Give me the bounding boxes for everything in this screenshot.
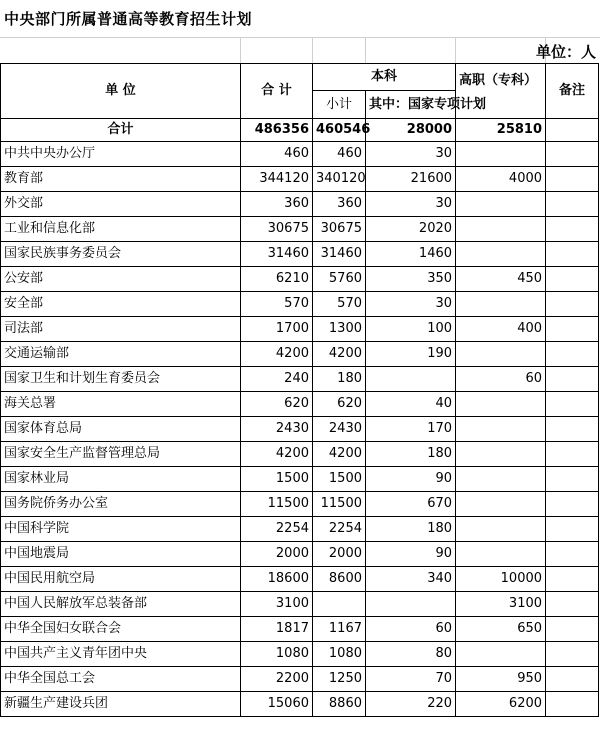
table-row <box>1 217 599 242</box>
table-row <box>1 192 599 217</box>
table-row <box>1 342 599 367</box>
row-total: 2430 <box>241 417 313 442</box>
row-name: 中国地震局 <box>1 542 241 567</box>
row-subtotal: 4200 <box>313 342 366 367</box>
table-row <box>1 592 599 617</box>
row-total: 18600 <box>241 567 313 592</box>
row-total: 1500 <box>241 467 313 492</box>
gridline <box>240 38 241 63</box>
row-remark <box>546 292 599 317</box>
table-row <box>1 317 599 342</box>
row-total: 240 <box>241 367 313 392</box>
row-subtotal: 1250 <box>313 667 366 692</box>
row-total: 31460 <box>241 242 313 267</box>
row-remark <box>546 542 599 567</box>
row-remark <box>546 442 599 467</box>
row-total: 1700 <box>241 317 313 342</box>
totals-total: 486356 <box>241 119 313 142</box>
row-name: 司法部 <box>1 317 241 342</box>
row-vocational <box>456 542 546 567</box>
row-special: 30 <box>366 192 456 217</box>
row-remark <box>546 642 599 667</box>
row-remark <box>546 692 599 717</box>
row-subtotal: 5760 <box>313 267 366 292</box>
row-remark <box>546 192 599 217</box>
top-gridline <box>0 37 600 38</box>
row-total: 460 <box>241 142 313 167</box>
row-special: 670 <box>366 492 456 517</box>
row-subtotal: 30675 <box>313 217 366 242</box>
row-subtotal: 1300 <box>313 317 366 342</box>
row-name: 外交部 <box>1 192 241 217</box>
row-name: 中国民用航空局 <box>1 567 241 592</box>
row-special: 40 <box>366 392 456 417</box>
row-subtotal <box>313 592 366 617</box>
row-total: 360 <box>241 192 313 217</box>
header-total: 合 计 <box>241 64 313 119</box>
table-row <box>1 292 599 317</box>
row-name: 中共中央办公厅 <box>1 142 241 167</box>
row-remark <box>546 467 599 492</box>
table-row <box>1 442 599 467</box>
row-vocational <box>456 242 546 267</box>
row-remark <box>546 242 599 267</box>
row-total: 30675 <box>241 217 313 242</box>
row-special: 21600 <box>366 167 456 192</box>
row-total: 3100 <box>241 592 313 617</box>
row-vocational: 400 <box>456 317 546 342</box>
row-special: 30 <box>366 292 456 317</box>
gridline <box>312 38 313 63</box>
row-total: 570 <box>241 292 313 317</box>
table-row <box>1 392 599 417</box>
row-remark <box>546 267 599 292</box>
row-name: 工业和信息化部 <box>1 217 241 242</box>
row-special: 220 <box>366 692 456 717</box>
row-remark <box>546 217 599 242</box>
enrollment-table <box>0 63 599 717</box>
row-total: 1080 <box>241 642 313 667</box>
table-row <box>1 467 599 492</box>
table-row <box>1 667 599 692</box>
table-row <box>1 542 599 567</box>
row-name: 海关总署 <box>1 392 241 417</box>
row-subtotal: 180 <box>313 367 366 392</box>
row-subtotal: 31460 <box>313 242 366 267</box>
row-subtotal: 2430 <box>313 417 366 442</box>
row-name: 安全部 <box>1 292 241 317</box>
row-special: 2020 <box>366 217 456 242</box>
table-row <box>1 567 599 592</box>
row-vocational <box>456 392 546 417</box>
row-vocational <box>456 142 546 167</box>
row-subtotal: 2254 <box>313 517 366 542</box>
header-subtotal: 小计 <box>313 91 366 119</box>
row-total: 15060 <box>241 692 313 717</box>
row-special: 30 <box>366 142 456 167</box>
row-special: 70 <box>366 667 456 692</box>
row-subtotal: 340120 <box>313 167 366 192</box>
row-remark <box>546 592 599 617</box>
row-name: 教育部 <box>1 167 241 192</box>
row-subtotal: 1500 <box>313 467 366 492</box>
row-vocational: 3100 <box>456 592 546 617</box>
table-row <box>1 142 599 167</box>
row-vocational: 950 <box>456 667 546 692</box>
row-total: 4200 <box>241 442 313 467</box>
row-special: 190 <box>366 342 456 367</box>
row-total: 6210 <box>241 267 313 292</box>
table-row <box>1 692 599 717</box>
row-remark <box>546 342 599 367</box>
row-subtotal: 4200 <box>313 442 366 467</box>
row-vocational: 10000 <box>456 567 546 592</box>
row-vocational <box>456 642 546 667</box>
row-name: 国家卫生和计划生育委员会 <box>1 367 241 392</box>
row-special: 180 <box>366 442 456 467</box>
row-total: 2254 <box>241 517 313 542</box>
table-row <box>1 167 599 192</box>
table-row <box>1 417 599 442</box>
gridline <box>365 38 366 63</box>
row-name: 国家体育总局 <box>1 417 241 442</box>
row-remark <box>546 392 599 417</box>
row-subtotal: 360 <box>313 192 366 217</box>
row-subtotal: 1167 <box>313 617 366 642</box>
row-total: 620 <box>241 392 313 417</box>
table-row <box>1 367 599 392</box>
row-name: 公安部 <box>1 267 241 292</box>
row-subtotal: 11500 <box>313 492 366 517</box>
row-name: 国务院侨务办公室 <box>1 492 241 517</box>
totals-remark <box>546 119 599 142</box>
row-remark <box>546 567 599 592</box>
row-special: 80 <box>366 642 456 667</box>
row-name: 国家林业局 <box>1 467 241 492</box>
row-special: 60 <box>366 617 456 642</box>
row-vocational <box>456 517 546 542</box>
row-name: 中华全国妇女联合会 <box>1 617 241 642</box>
row-vocational: 650 <box>456 617 546 642</box>
header-unit: 单 位 <box>1 64 241 119</box>
row-vocational: 4000 <box>456 167 546 192</box>
row-special: 90 <box>366 467 456 492</box>
row-special: 180 <box>366 517 456 542</box>
totals-label: 合计 <box>1 119 241 142</box>
row-special <box>366 367 456 392</box>
unit-label: 单位：人 <box>535 43 596 61</box>
row-vocational <box>456 192 546 217</box>
row-vocational <box>456 217 546 242</box>
row-name: 中国共产主义青年团中央 <box>1 642 241 667</box>
totals-special: 28000 <box>366 119 456 142</box>
row-vocational <box>456 342 546 367</box>
row-name: 国家民族事务委员会 <box>1 242 241 267</box>
row-special <box>366 592 456 617</box>
row-subtotal: 8860 <box>313 692 366 717</box>
row-vocational: 6200 <box>456 692 546 717</box>
table-row <box>1 242 599 267</box>
row-vocational <box>456 467 546 492</box>
page-title: 中央部门所属普通高等教育招生计划 <box>4 10 253 28</box>
row-remark <box>546 492 599 517</box>
row-subtotal: 1080 <box>313 642 366 667</box>
header-remarks: 备注 <box>546 64 599 119</box>
row-remark <box>546 517 599 542</box>
row-name: 交通运输部 <box>1 342 241 367</box>
row-special: 350 <box>366 267 456 292</box>
row-vocational: 450 <box>456 267 546 292</box>
row-subtotal: 2000 <box>313 542 366 567</box>
row-name: 新疆生产建设兵团 <box>1 692 241 717</box>
gridline <box>455 38 456 63</box>
table-row <box>1 267 599 292</box>
row-vocational <box>456 292 546 317</box>
row-remark <box>546 142 599 167</box>
row-total: 11500 <box>241 492 313 517</box>
row-vocational <box>456 442 546 467</box>
table-row <box>1 517 599 542</box>
totals-row <box>1 119 599 142</box>
totals-subtotal: 460546 <box>313 119 366 142</box>
row-subtotal: 460 <box>313 142 366 167</box>
row-special: 100 <box>366 317 456 342</box>
table-row <box>1 492 599 517</box>
row-total: 344120 <box>241 167 313 192</box>
row-vocational <box>456 417 546 442</box>
row-total: 4200 <box>241 342 313 367</box>
row-remark <box>546 667 599 692</box>
row-subtotal: 8600 <box>313 567 366 592</box>
header-national-special: 其中：国家专项计划 <box>366 91 456 119</box>
row-subtotal: 570 <box>313 292 366 317</box>
row-special: 1460 <box>366 242 456 267</box>
header-undergrad: 本科 <box>313 64 456 91</box>
totals-vocational: 25810 <box>456 119 546 142</box>
row-remark <box>546 367 599 392</box>
row-special: 340 <box>366 567 456 592</box>
row-name: 中国人民解放军总装备部 <box>1 592 241 617</box>
row-remark <box>546 167 599 192</box>
table-row <box>1 617 599 642</box>
row-remark <box>546 617 599 642</box>
table-row <box>1 642 599 667</box>
row-total: 2000 <box>241 542 313 567</box>
row-remark <box>546 417 599 442</box>
row-total: 1817 <box>241 617 313 642</box>
row-vocational: 60 <box>456 367 546 392</box>
row-total: 2200 <box>241 667 313 692</box>
row-name: 国家安全生产监督管理总局 <box>1 442 241 467</box>
row-special: 170 <box>366 417 456 442</box>
row-subtotal: 620 <box>313 392 366 417</box>
row-name: 中华全国总工会 <box>1 667 241 692</box>
header-vocational: 高职（专科） <box>456 64 546 119</box>
row-remark <box>546 317 599 342</box>
row-special: 90 <box>366 542 456 567</box>
row-vocational <box>456 492 546 517</box>
row-name: 中国科学院 <box>1 517 241 542</box>
